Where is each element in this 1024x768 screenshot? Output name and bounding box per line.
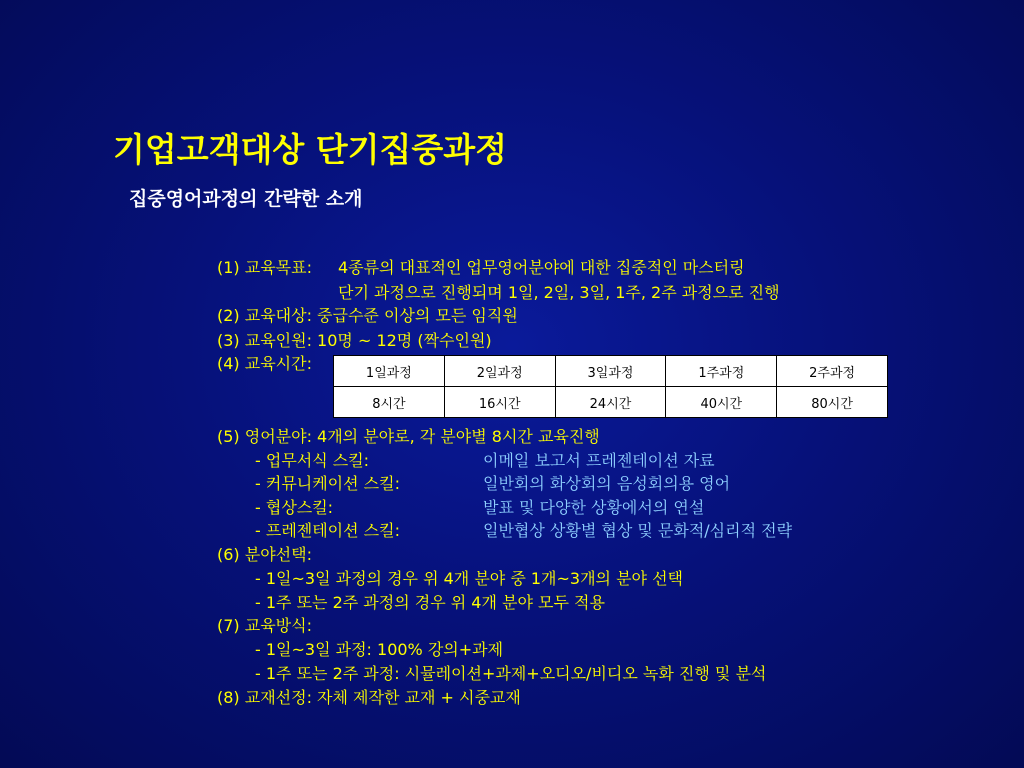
materials-line: (8) 교재선정: 자체 제작한 교재 + 시중교재 — [217, 688, 521, 707]
skill-presentation: - 프레젠테이션 스킬: — [255, 521, 400, 540]
schedule-course-cell: 1일과정 — [334, 356, 445, 387]
schedule-course-cell: 3일과정 — [555, 356, 666, 387]
slide-subtitle: 집중영어과정의 간략한 소개 — [129, 188, 363, 210]
skill-negotiation: - 협상스킬: — [255, 498, 334, 517]
skill-negotiation-desc: 발표 및 다양한 상황에서의 연설 — [483, 498, 705, 517]
fields-line: (5) 영어분야: 4개의 분야로, 각 분야별 8시간 교육진행 — [217, 427, 600, 446]
goal-label: (1) 교육목표: — [217, 258, 312, 277]
method-label: (7) 교육방식: — [217, 616, 312, 635]
schedule-hours-cell: 8시간 — [334, 387, 445, 418]
goal-text-line-2: 단기 과정으로 진행되며 1일, 2일, 3일, 1주, 2주 과정으로 진행 — [338, 283, 780, 302]
schedule-course-cell: 1주과정 — [666, 356, 777, 387]
selection-line-2: - 1주 또는 2주 과정의 경우 위 4개 분야 모두 적용 — [255, 593, 605, 612]
schedule-course-row — [334, 356, 888, 387]
headcount-line: (3) 교육인원: 10명 ~ 12명 (짝수인원) — [217, 331, 492, 350]
skill-communication-desc: 일반회의 화상회의 음성회의용 영어 — [483, 474, 731, 493]
hours-label: (4) 교육시간: — [217, 354, 312, 373]
method-line-2: - 1주 또는 2주 과정: 시뮬레이션+과제+오디오/비디오 녹화 진행 및 분석 — [255, 664, 767, 683]
target-line: (2) 교육대상: 중급수준 이상의 모든 임직원 — [217, 306, 518, 325]
skill-communication: - 커뮤니케이션 스킬: — [255, 474, 400, 493]
schedule-hours-cell: 16시간 — [444, 387, 555, 418]
schedule-course-cell: 2일과정 — [444, 356, 555, 387]
schedule-hours-cell: 40시간 — [666, 387, 777, 418]
goal-text-line-1: 4종류의 대표적인 업무영어분야에 대한 집중적인 마스터링 — [338, 258, 745, 277]
selection-line-1: - 1일~3일 과정의 경우 위 4개 분야 중 1개~3개의 분야 선택 — [255, 569, 684, 588]
schedule-course-cell: 2주과정 — [777, 356, 888, 387]
schedule-hours-row — [334, 387, 888, 418]
schedule-hours-cell: 80시간 — [777, 387, 888, 418]
method-line-1: - 1일~3일 과정: 100% 강의+과제 — [255, 640, 504, 659]
slide-title: 기업고객대상 단기집중과정 — [113, 130, 508, 169]
skill-business-writing-desc: 이메일 보고서 프레젠테이션 자료 — [483, 451, 715, 470]
skill-presentation-desc: 일반협상 상황별 협상 및 문화적/심리적 전략 — [483, 521, 793, 540]
skill-business-writing: - 업무서식 스킬: — [255, 451, 370, 470]
schedule-hours-cell: 24시간 — [555, 387, 666, 418]
schedule-table — [333, 355, 888, 418]
selection-label: (6) 분야선택: — [217, 545, 312, 564]
